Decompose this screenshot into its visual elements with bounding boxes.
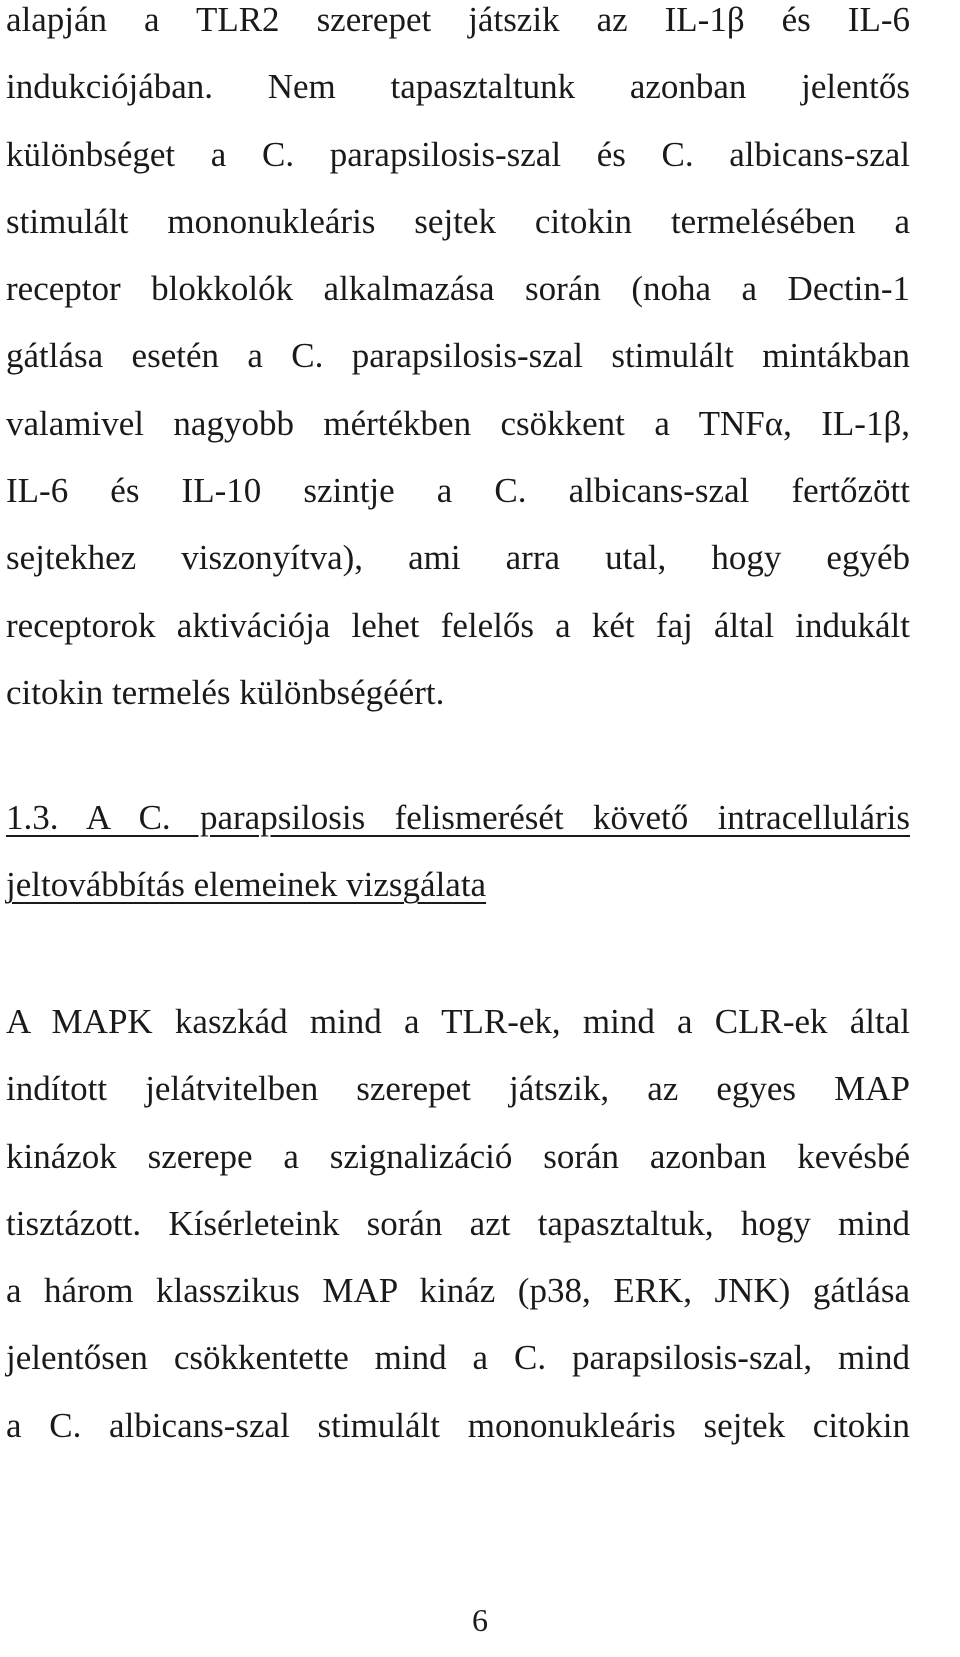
heading-line: jeltovábbítás elemeinek vizsgálata xyxy=(6,865,487,905)
body-paragraph-2 xyxy=(6,988,910,1459)
text-line: alapján a TLR2 szerepet játszik az IL-1β és IL-6 xyxy=(6,0,910,39)
section-heading xyxy=(6,784,910,919)
text-line: jelentősen csökkentette mind a C. parapsilosis-szal, mind xyxy=(6,1338,910,1378)
text-line: a három klasszikus MAP kináz (p38, ERK, JNK) gátlása xyxy=(6,1271,910,1311)
text-line: IL-6 és IL-10 szintje a C. albicans-szal fertőzött xyxy=(6,471,910,511)
text-line: receptorok aktivációja lehet felelős a két faj által indukált xyxy=(6,605,910,645)
text-line: különbséget a C. parapsilosis-szal és C. albicans-szal xyxy=(6,134,910,174)
text-line: stimulált mononukleáris sejtek citokin termelésében a xyxy=(6,201,910,241)
text-line: indukciójában. Nem tapasztaltunk azonban jelentős xyxy=(6,67,910,107)
text-line: A MAPK kaszkád mind a TLR-ek, mind a CLR-ek által xyxy=(6,1002,910,1041)
text-line: receptor blokkolók alkalmazása során (noha a Dectin-1 xyxy=(6,269,910,309)
page-number: 6 xyxy=(472,1602,488,1638)
text-line: valamivel nagyobb mértékben csökkent a TNFα, IL-1β, xyxy=(6,403,910,443)
text-line: tisztázott. Kísérleteink során azt tapasztaltuk, hogy mind xyxy=(6,1203,910,1243)
text-line: kinázok szerepe a szignalizáció során azonban kevésbé xyxy=(6,1136,910,1176)
body-paragraph-1 xyxy=(6,0,910,726)
text-line: sejtekhez viszonyítva), ami arra utal, hogy egyéb xyxy=(6,538,910,578)
text-line: gátlása esetén a C. parapsilosis-szal stimulált mintákban xyxy=(6,336,910,376)
text-line: indított jelátvitelben szerepet játszik, az egyes MAP xyxy=(6,1069,910,1109)
heading-line: 1.3. A C. parapsilosis felismerését követő intracelluláris xyxy=(6,798,910,837)
text-line: citokin termelés különbségéért. xyxy=(6,672,445,712)
text-line: a C. albicans-szal stimulált mononukleáris sejtek citokin xyxy=(6,1405,910,1445)
